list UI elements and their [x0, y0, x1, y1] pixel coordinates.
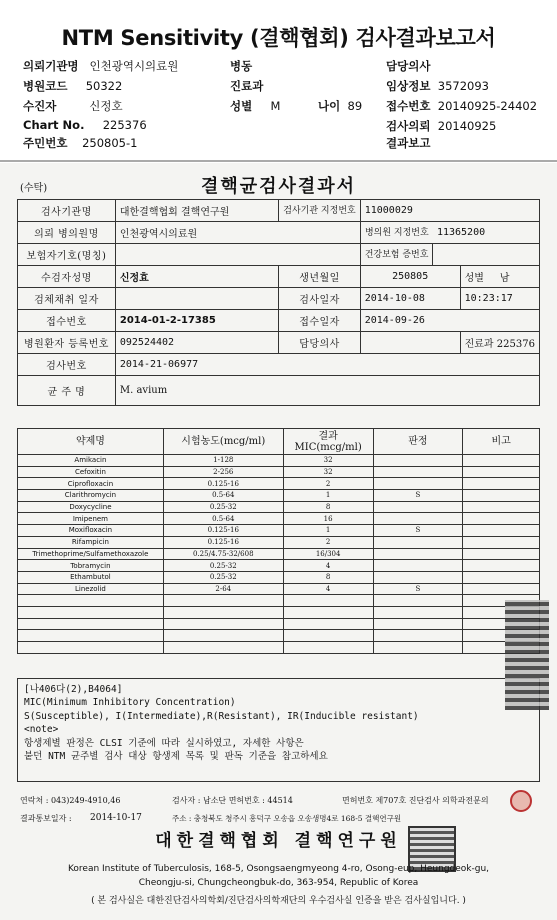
- cell-mic: [283, 630, 373, 642]
- field-hospital-code: 병원코드 50322: [23, 79, 123, 93]
- cell-mic: 4: [283, 583, 373, 595]
- cell-mic: 1: [283, 525, 373, 537]
- cell-drug: Tobramycin: [18, 560, 164, 572]
- certification-note: ( 본 검사실은 대한진단검사의학회/진단검사의학재단의 우수검사실 인증을 받은 검사실입니다. ): [91, 896, 466, 906]
- cell-drug: Trimethoprime/Sulfamethoxazole: [18, 548, 164, 560]
- field-request-date: 검사의뢰 20140925: [386, 119, 497, 133]
- cell-mic: 1: [283, 490, 373, 502]
- cell-mic: [283, 595, 373, 607]
- cell-interp: S: [373, 490, 463, 502]
- cell-range: 0.25-32: [163, 560, 283, 572]
- field-clinical-info: 임상정보 3572093: [386, 79, 489, 93]
- table-row: [18, 478, 540, 490]
- table-row: [18, 630, 540, 642]
- field-report: 결과보고: [386, 136, 431, 150]
- report-title: 결핵균검사결과서: [200, 176, 357, 197]
- cell-interp: [373, 618, 463, 630]
- table-row: [18, 490, 540, 502]
- cell-drug: [18, 606, 164, 618]
- table-row: [18, 583, 540, 595]
- table-row: [18, 560, 540, 572]
- cell-interp: [373, 560, 463, 572]
- table-row: 균 주 명 M. avium: [18, 376, 540, 406]
- cell-note: [463, 548, 540, 560]
- cell-interp: [373, 606, 463, 618]
- table-row: 접수번호 2014-01-2-17385 접수일자 2014-09-26: [18, 310, 540, 332]
- license: 면허번호 제707호 진단검사 의학과전문의: [342, 796, 489, 805]
- report-tag: (수탁): [20, 183, 48, 194]
- cell-range: 0.125-16: [163, 536, 283, 548]
- cell-range: 0.25-32: [163, 501, 283, 513]
- cell-mic: [283, 642, 373, 654]
- cell-drug: Rifampicin: [18, 536, 164, 548]
- address-en-line-2: Cheongju-si, Chungcheongbuk-do, 363-954, Republic of Korea: [138, 878, 419, 888]
- cell-mic: 8: [283, 571, 373, 583]
- cell-range: [163, 618, 283, 630]
- cell-drug: [18, 630, 164, 642]
- cell-mic: 8: [283, 501, 373, 513]
- patient-info-table: [17, 199, 540, 406]
- field-doctor: 담당의사: [386, 59, 431, 73]
- cell-range: 2-256: [163, 466, 283, 478]
- table-row: 수검자성명 신정효 생년월일 250805 성별 남: [18, 266, 540, 288]
- cell-note: [463, 525, 540, 537]
- cell-range: 0.25/4.75-32/608: [163, 548, 283, 560]
- cell-note: [463, 536, 540, 548]
- table-row: [18, 501, 540, 513]
- cell-mic: [283, 618, 373, 630]
- cell-note: [463, 466, 540, 478]
- table-row: [18, 642, 540, 654]
- cell-drug: Ethambutol: [18, 571, 164, 583]
- cell-note: [463, 501, 540, 513]
- contact: 연락처 : 043)249-4910,46: [20, 796, 121, 805]
- table-row: [18, 618, 540, 630]
- header-divider: [0, 160, 557, 162]
- cell-range: 0.5-64: [163, 513, 283, 525]
- table-row: 의뢰 병의원명 인천광역시의료원 병의원 지정번호 11365200: [18, 222, 540, 244]
- cell-mic: 32: [283, 466, 373, 478]
- cell-drug: Ciprofloxacin: [18, 478, 164, 490]
- cell-interp: [373, 536, 463, 548]
- cell-drug: Moxifloxacin: [18, 525, 164, 537]
- notes-box: [나406다(2),B4064] MIC(Minimum Inhibitory Concentration) S(Susceptible), I(Intermediate),R(Resistant), IR(Inducible resistant) <note> 항생제별 판정은 CLSI 기준에 따라 실시하였고, 자세한 사항은 붙던 NTM 균주별 검사 대상 항생제 목록 및 판독 기준을 참고하세요: [17, 678, 540, 782]
- cell-drug: [18, 642, 164, 654]
- cell-note: [463, 583, 540, 595]
- cell-drug: Clarithromycin: [18, 490, 164, 502]
- table-row: 검사기관명 대한결핵협회 결핵연구원 검사기관 지정번호 11000029: [18, 200, 540, 222]
- table-row: [18, 466, 540, 478]
- field-ward: 병동: [230, 59, 253, 73]
- field-requesting-org: 의뢰기관명 인천광역시의료원: [23, 59, 179, 73]
- cell-interp: [373, 501, 463, 513]
- cell-drug: [18, 595, 164, 607]
- cell-range: 0.125-16: [163, 525, 283, 537]
- cell-drug: Imipenem: [18, 513, 164, 525]
- field-sex: 성별 M: [230, 99, 281, 113]
- cell-range: [163, 642, 283, 654]
- cell-range: 2-64: [163, 583, 283, 595]
- cell-drug: Linezolid: [18, 583, 164, 595]
- cell-interp: [373, 466, 463, 478]
- cell-interp: [373, 455, 463, 467]
- cell-note: [463, 560, 540, 572]
- cell-mic: [283, 606, 373, 618]
- table-row: 보험자기호(명칭) 건강보험 증번호: [18, 244, 540, 266]
- cell-note: [463, 490, 540, 502]
- cell-range: [163, 630, 283, 642]
- cell-range: [163, 595, 283, 607]
- address-kr: 주소 : 충청북도 청주시 흥덕구 오송읍 오송생명4로 168-5 결핵연구원: [172, 814, 402, 823]
- field-age: 나이 89: [318, 99, 363, 113]
- field-accession-no: 접수번호 20140925-24402: [386, 99, 538, 113]
- cell-range: 1-128: [163, 455, 283, 467]
- cell-range: 0.25-32: [163, 571, 283, 583]
- field-department: 진료과: [230, 79, 264, 93]
- cell-note: [463, 513, 540, 525]
- official-seal: [510, 790, 532, 812]
- cell-range: 0.5-64: [163, 490, 283, 502]
- cell-note: [463, 478, 540, 490]
- cell-note: [463, 571, 540, 583]
- cell-mic: 32: [283, 455, 373, 467]
- cell-drug: Doxycycline: [18, 501, 164, 513]
- cell-note: [463, 455, 540, 467]
- cell-drug: Amikacin: [18, 455, 164, 467]
- report-date: 2014-10-17: [90, 813, 142, 823]
- page-title: NTM Sensitivity (결핵협회) 검사결과보고서: [61, 26, 496, 50]
- cell-interp: S: [373, 525, 463, 537]
- cell-mic: 4: [283, 560, 373, 572]
- table-row: [18, 548, 540, 560]
- table-row: [18, 513, 540, 525]
- cell-mic: 16: [283, 513, 373, 525]
- table-row: [18, 455, 540, 467]
- cell-interp: [373, 478, 463, 490]
- field-resident-no: 주민번호 250805-1: [23, 136, 138, 150]
- susceptibility-table: [17, 428, 540, 654]
- cell-interp: [373, 571, 463, 583]
- cell-mic: 16/304: [283, 548, 373, 560]
- institute-name: 대한결핵협회 결핵연구원: [155, 831, 402, 851]
- table-row: 검사번호 2014-21-06977: [18, 354, 540, 376]
- cell-interp: [373, 642, 463, 654]
- table-row: [18, 536, 540, 548]
- table-row: [18, 571, 540, 583]
- cell-range: 0.125-16: [163, 478, 283, 490]
- cell-mic: 2: [283, 478, 373, 490]
- cell-interp: [373, 595, 463, 607]
- table-row: [18, 606, 540, 618]
- address-en-line-1: Korean Institute of Tuberculosis, 168-5, Osongsaengmyeong 4-ro, Osong-eup, Heungdeok-gu,: [67, 864, 490, 874]
- side-stamp: [505, 600, 549, 710]
- cell-interp: [373, 513, 463, 525]
- cell-interp: [373, 630, 463, 642]
- table-row: [18, 525, 540, 537]
- field-patient: 수진자 신정호: [23, 99, 123, 113]
- table-row: [18, 595, 540, 607]
- report-date-label: 결과통보일자 :: [20, 814, 72, 823]
- table-header-row: 약제명 시험농도(mcg/ml) 결과 MIC(mcg/ml) 판정 비고: [18, 429, 540, 455]
- table-row: 검체채취 일자 검사일자 2014-10-08 10:23:17: [18, 288, 540, 310]
- examiner: 검사자 : 남소단 면허번호 : 44514: [172, 796, 293, 805]
- cell-interp: [373, 548, 463, 560]
- cell-range: [163, 606, 283, 618]
- cell-drug: Cefoxitin: [18, 466, 164, 478]
- cell-drug: [18, 618, 164, 630]
- cell-interp: S: [373, 583, 463, 595]
- cell-mic: 2: [283, 536, 373, 548]
- table-row: 병원환자 등록번호 092524402 담당의사 진료과 225376: [18, 332, 540, 354]
- field-chart-no: Chart No. 225376: [23, 118, 147, 132]
